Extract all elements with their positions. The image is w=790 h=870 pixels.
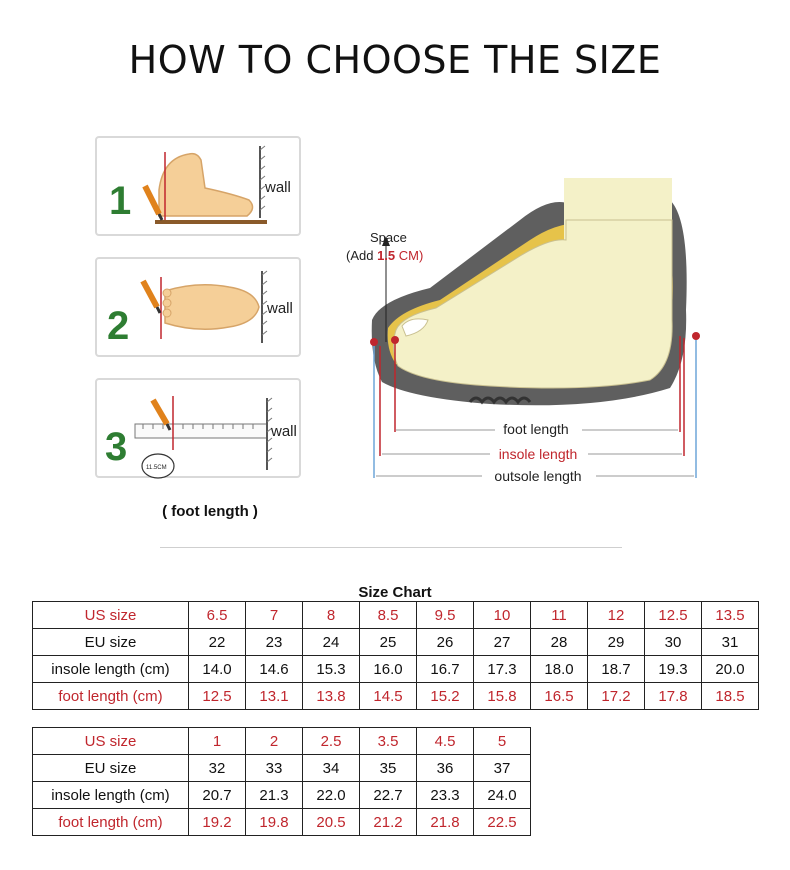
row-label: US size (33, 602, 189, 629)
table-cell-insole: 22.7 (360, 782, 417, 809)
table-cell-insole: 21.3 (246, 782, 303, 809)
table-cell-us: 10 (474, 602, 531, 629)
table-cell-insole: 22.0 (303, 782, 360, 809)
table-cell-insole: 17.3 (474, 656, 531, 683)
table-cell-insole: 14.0 (189, 656, 246, 683)
table-cell-foot: 13.8 (303, 683, 360, 710)
table-cell-eu: 22 (189, 629, 246, 656)
table-cell-foot: 20.5 (303, 809, 360, 836)
section-divider (160, 547, 622, 548)
table-cell-eu: 36 (417, 755, 474, 782)
table-cell-foot: 17.2 (588, 683, 645, 710)
table-row-foot (33, 683, 759, 710)
table-cell-eu: 23 (246, 629, 303, 656)
table-cell-us: 7 (246, 602, 303, 629)
foot-side-icon (159, 154, 253, 216)
table-row-foot (33, 809, 531, 836)
foot-length-label: foot length (503, 421, 569, 437)
table-cell-foot: 14.5 (360, 683, 417, 710)
size-chart-title: Size Chart (358, 584, 432, 601)
table-cell-foot: 22.5 (474, 809, 531, 836)
table-cell-insole: 18.0 (531, 656, 588, 683)
table-cell-eu: 33 (246, 755, 303, 782)
table-cell-eu: 35 (360, 755, 417, 782)
page-title: HOW TO CHOOSE THE SIZE (128, 38, 662, 82)
table-cell-foot: 19.2 (189, 809, 246, 836)
table-cell-eu: 29 (588, 629, 645, 656)
wall-label: wall (267, 300, 293, 317)
table-cell-foot: 19.8 (246, 809, 303, 836)
row-label: insole length (cm) (33, 782, 189, 809)
table-cell-us: 12.5 (645, 602, 702, 629)
table-cell-foot: 18.5 (702, 683, 759, 710)
size-table-1 (32, 601, 759, 710)
table-cell-us: 2.5 (303, 728, 360, 755)
table-cell-us: 9.5 (417, 602, 474, 629)
step-2-panel (95, 257, 301, 357)
table-cell-insole: 14.6 (246, 656, 303, 683)
insole-length-label: insole length (498, 446, 578, 462)
table-row-insole (33, 656, 759, 683)
table-cell-insole: 16.7 (417, 656, 474, 683)
step-1-panel (95, 136, 301, 236)
table-cell-us: 2 (246, 728, 303, 755)
row-label: US size (33, 728, 189, 755)
table-cell-insole: 19.3 (645, 656, 702, 683)
table-cell-eu: 24 (303, 629, 360, 656)
table-cell-eu: 31 (702, 629, 759, 656)
table-cell-us: 12 (588, 602, 645, 629)
size-table-2 (32, 727, 531, 836)
table-cell-us: 1 (189, 728, 246, 755)
table-cell-eu: 26 (417, 629, 474, 656)
table-cell-insole: 15.3 (303, 656, 360, 683)
row-label: insole length (cm) (33, 656, 189, 683)
step-3-panel (95, 378, 301, 478)
table-row-eu (33, 755, 531, 782)
table-cell-eu: 34 (303, 755, 360, 782)
table-cell-eu: 30 (645, 629, 702, 656)
foot-top-icon (163, 285, 259, 330)
table-cell-us: 4.5 (417, 728, 474, 755)
row-label: foot length (cm) (33, 809, 189, 836)
table-cell-us: 3.5 (360, 728, 417, 755)
step-3-number: 3 (105, 425, 128, 469)
space-label: Space (370, 230, 407, 245)
row-label: EU size (33, 629, 189, 656)
wall-label: wall (265, 179, 291, 196)
table-row-us (33, 728, 531, 755)
table-row-eu (33, 629, 759, 656)
table-cell-eu: 25 (360, 629, 417, 656)
table-cell-insole: 16.0 (360, 656, 417, 683)
foot-length-caption: ( foot length ) (162, 503, 258, 520)
table-cell-foot: 13.1 (246, 683, 303, 710)
ruler-icon (135, 424, 267, 438)
table-cell-eu: 32 (189, 755, 246, 782)
table-cell-insole: 23.3 (417, 782, 474, 809)
table-cell-foot: 17.8 (645, 683, 702, 710)
table-cell-us: 8.5 (360, 602, 417, 629)
step-1-number: 1 (109, 179, 132, 223)
table-cell-eu: 28 (531, 629, 588, 656)
table-cell-foot: 12.5 (189, 683, 246, 710)
row-label: EU size (33, 755, 189, 782)
table-cell-insole: 20.0 (702, 656, 759, 683)
table-cell-foot: 21.8 (417, 809, 474, 836)
table-cell-eu: 37 (474, 755, 531, 782)
table-cell-us: 5 (474, 728, 531, 755)
table-row-insole (33, 782, 531, 809)
table-cell-insole: 24.0 (474, 782, 531, 809)
table-cell-foot: 21.2 (360, 809, 417, 836)
table-cell-us: 13.5 (702, 602, 759, 629)
row-label: foot length (cm) (33, 683, 189, 710)
table-cell-insole: 20.7 (189, 782, 246, 809)
wall-label: wall (271, 423, 297, 440)
table-cell-us: 6.5 (189, 602, 246, 629)
table-cell-us: 11 (531, 602, 588, 629)
table-cell-us: 8 (303, 602, 360, 629)
table-cell-foot: 15.2 (417, 683, 474, 710)
table-cell-eu: 27 (474, 629, 531, 656)
pencil-icon (143, 281, 160, 313)
table-cell-foot: 15.8 (474, 683, 531, 710)
table-cell-foot: 16.5 (531, 683, 588, 710)
outsole-length-label: outsole length (494, 468, 582, 484)
table-cell-insole: 18.7 (588, 656, 645, 683)
table-row-us (33, 602, 759, 629)
ruler-reading: 11.5CM (146, 465, 167, 471)
shoe-measure-diagram (340, 160, 730, 500)
add-space-note: (Add 1.5 CM) (346, 248, 424, 263)
step-2-number: 2 (107, 304, 130, 348)
foot-icon (393, 178, 672, 388)
